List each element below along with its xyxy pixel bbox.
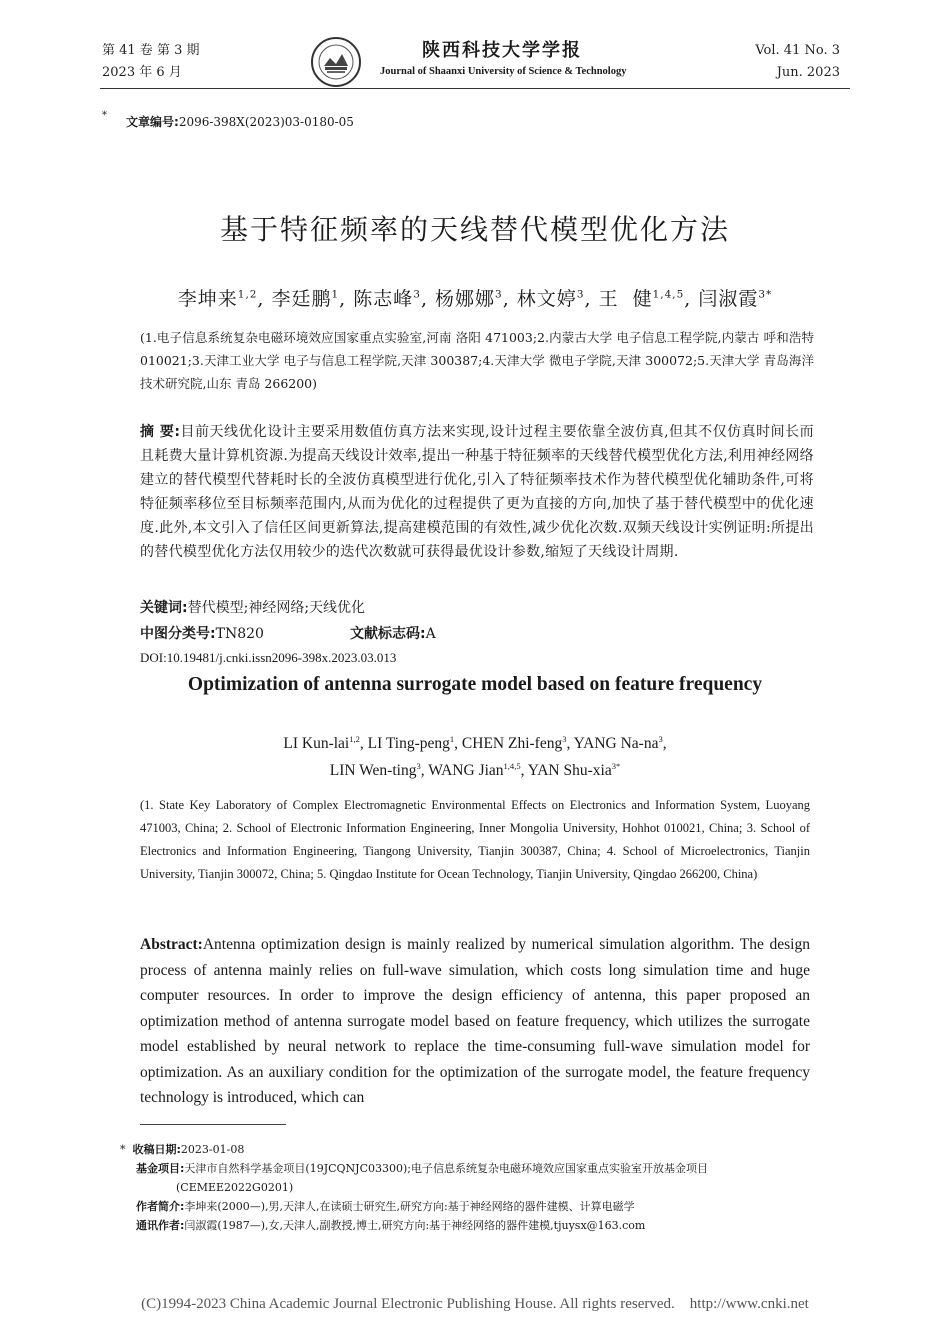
abstract-cn-text: 目前天线优化设计主要采用数值仿真方法来实现,设计过程主要依靠全波仿真,但其不仅仿真时间长而且耗费大量计算机资源.为提高天线设计效率,提出一种基于特征频率的天线替代模型优化方法,利用神经网络建立的替代模型代替耗时长的全波仿真模型进行优化,引入了特征频率技术作为替代模型优化辅助条件,可将特征频率移位至目标频率范围内,从而为优化的过程提供了更为直接的方向,加快了基于替代模型中的优化速度.此外,本文引入了信任区间更新算法,提高建模范围的有效性,减少优化次数.双频天线设计实例证明:所提出的替代模型优化方法仅用较少的迭代次数就可获得最优设计参数,缩短了天线设计周期. (140, 424, 814, 560)
affiliations-cn: (1.电子信息系统复杂电磁环境效应国家重点实验室,河南 洛阳 471003;2.内蒙古大学 电子信息工程学院,内蒙古 呼和浩特 010021;3.天津工业大学 电子与信息工程学院,天津 300387;4.天津大学 微电子学院,天津 300072;5.天津大学 青岛海洋技术研究院,山东 青岛 266200) (140, 330, 814, 391)
fund-value: 天津市自然科学基金项目(19JCQNJC03300);电子信息系统复杂电磁环境效应国家重点实验室开放基金项目 (184, 1162, 708, 1175)
keywords-cn-value: 替代模型;神经网络;天线优化 (187, 600, 366, 616)
received-value: 2023-01-08 (180, 1143, 245, 1156)
abstract-en (140, 932, 810, 1111)
university-seal-icon (310, 36, 362, 88)
author-cn: 李坤来$^{1,2}$ (177, 288, 258, 310)
abstract-cn-label: 摘 要: (140, 424, 181, 440)
author-en: LI Kun-lai$^{1,2}$ (283, 733, 360, 752)
author-cn: 王 健$^{1,4,5}$ (598, 288, 685, 310)
article-number (126, 113, 354, 130)
author-en: LI Ting-peng$^1$ (367, 733, 455, 752)
footnote-author (120, 1197, 850, 1216)
title-cn: 基于特征频率的天线替代模型优化方法 (219, 213, 730, 246)
author-cn: 闫淑霞$^{3*}$ (698, 288, 773, 310)
footnotes (120, 1140, 850, 1235)
authors-en (0, 730, 950, 784)
footnote-rule (140, 1124, 286, 1125)
article-number-value: 2096-398X(2023)03-0180-05 (178, 115, 354, 129)
author-cn: 杨娜娜$^3$ (435, 288, 503, 310)
volume-cn: 第 41 卷 第 3 期 (102, 43, 200, 58)
journal-title-cn: 陕西科技大学学报 (422, 40, 582, 61)
corresponding-label: 通讯作者: (136, 1219, 185, 1232)
author-bio-value: 李坤来(2000—),男,天津人,在读硕士研究生,研究方向:基于神经网络的器件建模、计算电磁学 (184, 1200, 635, 1213)
footnote-star: * (120, 1143, 126, 1156)
abstract-en-label: Abstract: (140, 936, 203, 953)
fund-value-continued: (CEMEE2022G0201) (176, 1181, 294, 1194)
author-cn: 林文婷$^3$ (516, 288, 585, 310)
document-code (350, 622, 436, 646)
authors-en-line1: LI Kun-lai$^{1,2}$, LI Ting-peng$^1$, CHEN Zhi-feng$^3$, YANG $Na-na^3$, (283, 733, 667, 752)
authors-en-line2: LIN Wen-ting$^3$, WANG Jian$^{1,4,5}$, YAN Shu-xia$^{3*}$ (329, 760, 621, 779)
copyright-notice: (C)1994-2023 China Academic Journal Electronic Publishing House. All rights reserved. http://www.cnki.net (141, 1296, 809, 1312)
footnote-received (120, 1140, 850, 1159)
header-rule (100, 88, 850, 89)
volume-en: Vol. 41 No. 3 (755, 43, 840, 58)
fund-label: 基金项目: (136, 1162, 185, 1175)
abstract-en-text: Antenna optimization design is mainly realized by numerical simulation algorithm. The design process of antenna mainly relies on full-wave simulation, which costs long simulation time and huge computer resources. In order to improve the design efficiency of antenna, this paper proposed an optimization method of antenna surrogate model based on feature frequency, which utilizes the surrogate model established by neural network to replace the time-consuming full-wave simulation model for optimization. As an auxiliary condition for the optimization of the surrogate model, the feature frequency technology is introduced, which can (140, 936, 810, 1106)
footnote-fund (120, 1159, 850, 1178)
authors-cn: 李坤来$^{1,2}$, 李廷鹏$^1$, 陈志峰$^3$, 杨娜娜$^3$, 林文婷$^3$, 王 健$^{1,4,5}$, 闫淑霞$^{3*}$ (177, 288, 773, 310)
classification-row (140, 622, 814, 646)
author-cn: 陈志峰$^3$ (353, 288, 421, 310)
doc-code-value: A (425, 626, 436, 642)
article-star: * (102, 110, 107, 121)
clc-value: TN820 (215, 626, 264, 642)
article-number-label: 文章编号: (126, 115, 179, 129)
title-en: Optimization of antenna surrogate model based on feature frequency (187, 674, 763, 695)
header-right (755, 40, 840, 84)
author-en: WANG Jian$^{1,4,5}$ (428, 760, 521, 779)
author-en: YAN Shu-xia$^{3*}$ (527, 760, 621, 779)
date-cn: 2023 年 6 月 (102, 65, 182, 80)
journal-title-en: Journal of Shaanxi University of Science & Technology (380, 66, 627, 77)
corresponding-value: 闫淑霞(1987—),女,天津人,副教授,博士,研究方向:基于神经网络的器件建模,tjuysx@163.com (184, 1219, 646, 1232)
author-bio-label: 作者简介: (136, 1200, 185, 1213)
doc-code-label: 文献标志码: (350, 626, 426, 642)
author-en: LIN Wen-ting$^3$ (329, 760, 421, 779)
footnote-corresponding (120, 1216, 850, 1235)
date-en: Jun. 2023 (776, 65, 840, 80)
author-cn: 李廷鹏$^1$ (271, 288, 340, 310)
keywords-cn-label: 关键词: (140, 600, 188, 616)
header-left (102, 40, 199, 84)
author-en: CHEN Zhi-feng$^3$ (461, 733, 567, 752)
author-en: YANG $Na-na^3$ (573, 733, 663, 752)
affiliations-en: (1. State Key Laboratory of Complex Electromagnetic Environmental Effects on Electronics and Information System, Luoyang 471003, China; 2. School of Electronic Information Engineering, Inner Mongolia University, Hohhot 010021, China; 3. School of Electronics and Information Engineering, Tiangong University, Tianjin 300387, China; 4. School of Microelectronics, Tianjin University, Tianjin 300072, China; 5. Qingdao Institute for Ocean Technology, Tianjin University, Qingdao 266200, China) (140, 798, 810, 881)
doi: DOI:10.19481/j.cnki.issn2096-398x.2023.03.013 (140, 650, 397, 665)
keywords-cn (140, 596, 365, 620)
abstract-cn (140, 420, 814, 564)
received-label: 收稿日期: (132, 1143, 181, 1156)
clc-label: 中图分类号: (140, 626, 216, 642)
